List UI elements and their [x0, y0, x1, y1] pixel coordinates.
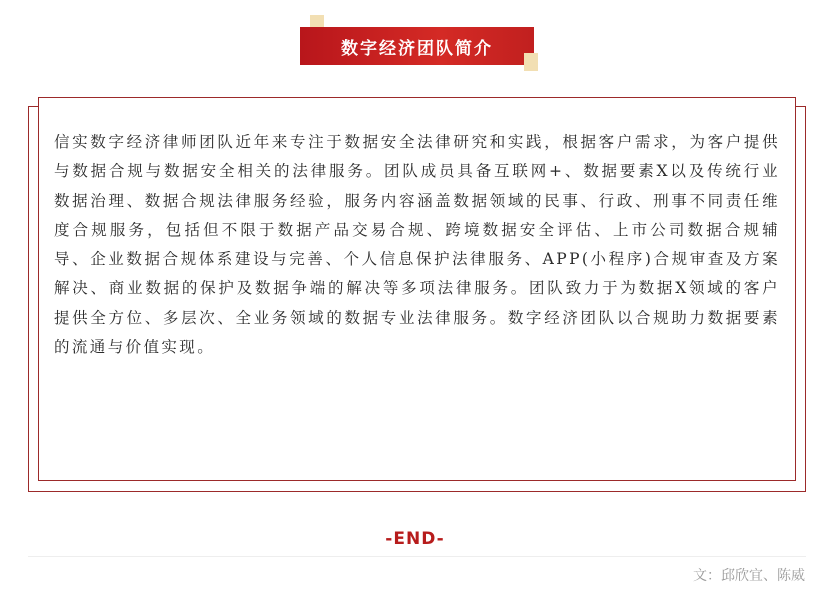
end-mark: -END-: [385, 529, 445, 549]
section-banner: [300, 15, 534, 71]
section-title: 数字经济团队简介: [300, 27, 534, 65]
team-intro-paragraph: 信实数字经济律师团队近年来专注于数据安全法律研究和实践，根据客户需求，为客户提供与数据合规与数据安全相关的法律服务。团队成员具备互联网+、数据要素X以及传统行业数据治理、数据合规法律服务经验，服务内容涵盖数据领域的民事、行政、刑事不同责任维度合规服务，包括但不限于数据产品交易合规、跨境数据安全评估、上市公司数据合规辅导、企业数据合规体系建设与完善、个人信息保护法律服务、APP(小程序)合规审查及方案解决、商业数据的保护及数据争端的解决等多项法律服务。团队致力于为数据X领域的客户提供全方位、多层次、全业务领域的数据专业法律服务。数字经济团队以合规助力数据要素的流通与价值实现。: [54, 133, 780, 357]
footer-divider: [28, 556, 806, 557]
banner-corner-decoration: [524, 53, 538, 71]
author-credit: 文：邱欣宜、陈威: [693, 568, 805, 584]
